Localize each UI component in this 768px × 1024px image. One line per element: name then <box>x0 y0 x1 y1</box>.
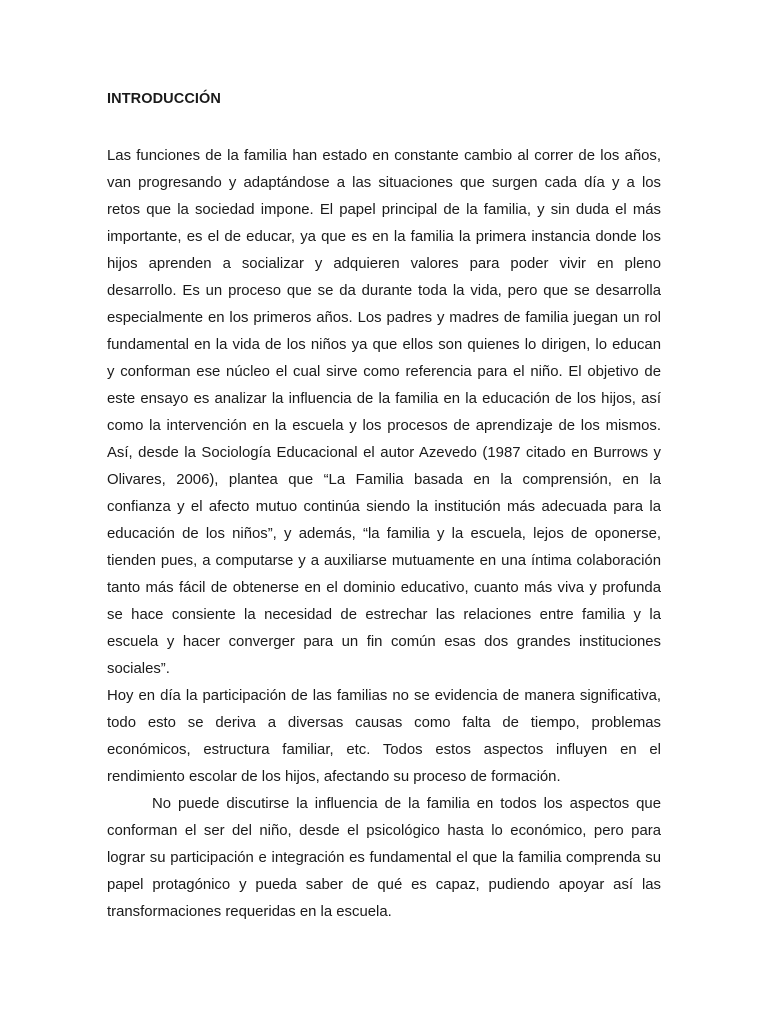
text-line: van progresando y adaptándose a las situaciones que surgen cada día y a los <box>107 175 661 191</box>
text-line: Las funciones de la familia han estado en constante cambio al correr de los años, <box>107 148 661 164</box>
paragraph <box>107 683 661 791</box>
text-line: hijos aprenden a socializar y adquieren valores para poder vivir en pleno <box>107 256 661 272</box>
text-line: transformaciones requeridas en la escuela. <box>107 904 392 920</box>
text-line: económicos, estructura familiar, etc. Todos estos aspectos influyen en el <box>107 742 661 758</box>
text-line: conforman el ser del niño, desde el psicológico hasta lo económico, pero para <box>107 823 661 839</box>
text-line: retos que la sociedad impone. El papel principal de la familia, y sin duda el más <box>107 202 661 218</box>
text-line: especialmente en los primeros años. Los padres y madres de familia juegan un rol <box>107 310 661 326</box>
text-line: escuela y hacer converger para un fin común esas dos grandes instituciones <box>107 634 661 650</box>
paragraph <box>107 791 661 926</box>
text-line: fundamental en la vida de los niños ya que ellos son quienes lo dirigen, lo educan <box>107 337 661 353</box>
text-line: No puede discutirse la influencia de la familia en todos los aspectos que <box>152 796 661 812</box>
text-line: lograr su participación e integración es fundamental el que la familia comprenda su <box>107 850 661 866</box>
text-line: y conforman ese núcleo el cual sirve como referencia para el niño. El objetivo de <box>107 364 661 380</box>
text-line: desarrollo. Es un proceso que se da durante toda la vida, pero que se desarrolla <box>107 283 661 299</box>
document-heading: INTRODUCCIÓN <box>107 91 221 107</box>
text-line: confianza y el afecto mutuo continúa siendo la institución más adecuada para la <box>107 499 661 515</box>
text-line: rendimiento escolar de los hijos, afectando su proceso de formación. <box>107 769 561 785</box>
paragraph <box>107 143 661 683</box>
text-line: este ensayo es analizar la influencia de la familia en la educación de los hijos, así <box>107 391 661 407</box>
text-line: sociales”. <box>107 661 170 677</box>
document-body <box>107 143 661 926</box>
text-line: importante, es el de educar, ya que es en la familia la primera instancia donde los <box>107 229 661 245</box>
text-line: se hace consiente la necesidad de estrechar las relaciones entre familia y la <box>107 607 661 623</box>
text-line: como la intervención en la escuela y los procesos de aprendizaje de los mismos. <box>107 418 661 434</box>
text-line: papel protagónico y pueda saber de qué es capaz, pudiendo apoyar así las <box>107 877 661 893</box>
text-line: todo esto se deriva a diversas causas como falta de tiempo, problemas <box>107 715 661 731</box>
text-line: tienden pues, a computarse y a auxiliarse mutuamente en una íntima colaboración <box>107 553 661 569</box>
text-line: educación de los niños”, y además, “la familia y la escuela, lejos de oponerse, <box>107 526 661 542</box>
text-line: Hoy en día la participación de las familias no se evidencia de manera significativa, <box>107 688 661 704</box>
text-line: Así, desde la Sociología Educacional el autor Azevedo (1987 citado en Burrows y <box>107 445 661 461</box>
text-line: tanto más fácil de obtenerse en el dominio educativo, cuanto más viva y profunda <box>107 580 661 596</box>
text-line: Olivares, 2006), plantea que “La Familia basada en la comprensión, en la <box>107 472 661 488</box>
